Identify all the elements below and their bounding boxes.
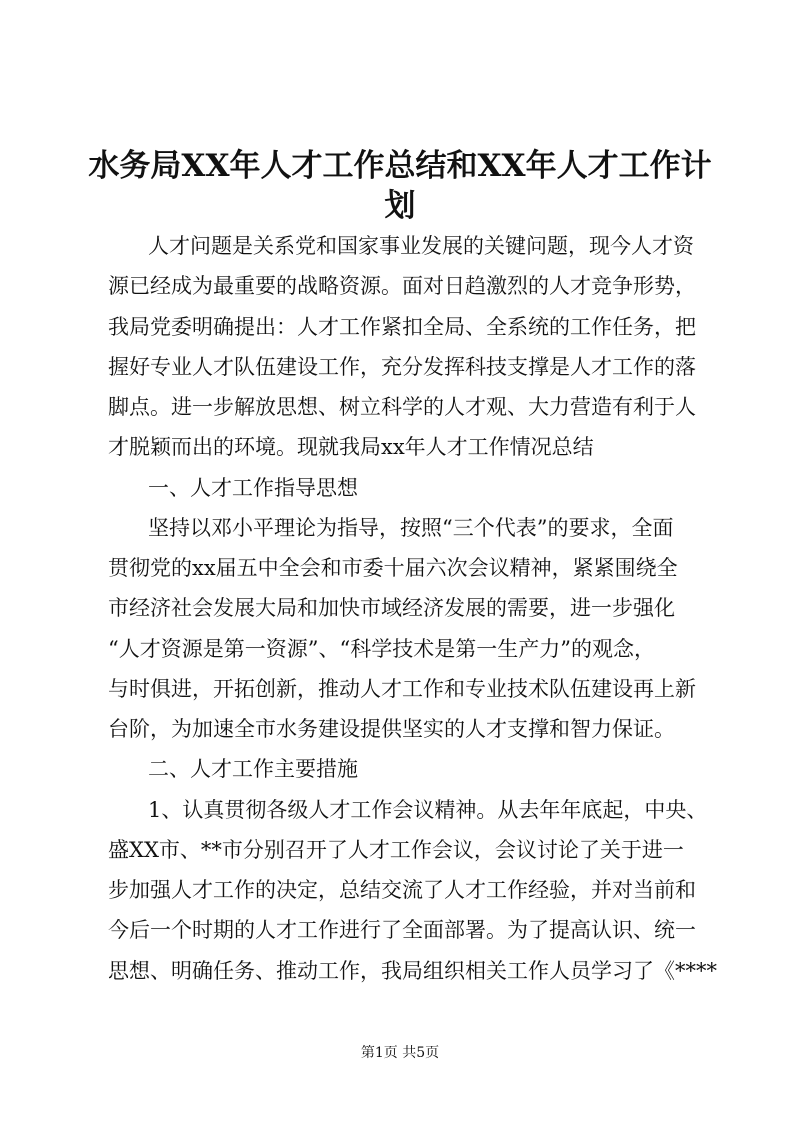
text-line: 贯彻党的xx届五中全会和市委十届六次会议精神，紧紧围绕全 — [108, 556, 678, 580]
text-line: 台阶，为加速全市水务建设提供坚实的人才支撑和智力保证。 — [108, 717, 675, 741]
text-line: 一、人才工作指导思想 — [148, 475, 358, 500]
text-line: 思想、明确任务、推动工作，我局组织相关工作人员学习了《**** — [108, 958, 717, 983]
text-line: 二、人才工作主要措施 — [148, 757, 358, 782]
text-line: 握好专业人才队伍建设工作，充分发挥科技支撑是人才工作的落 — [108, 354, 696, 379]
text-line: 才脱颖而出的环境。现就我局xx年人才工作情况总结 — [108, 435, 594, 460]
document-title — [0, 146, 800, 226]
text-line: 与时俱进，开拓创新，推动人才工作和专业技术队伍建设再上新 — [108, 676, 696, 701]
document-body — [108, 226, 720, 991]
page-footer: 第1页 共5页 — [360, 1044, 440, 1061]
title-line: 划 — [384, 188, 416, 224]
title-line: 水务局XX年人才工作总结和XX年人才工作计 — [88, 148, 712, 184]
text-line: 盛XX市、**市分别召开了人才工作会议，会议讨论了关于进一 — [108, 837, 684, 862]
text-line: 今后一个时期的人才工作进行了全面部署。为了提高认识、统一 — [108, 918, 696, 943]
text-line: 人才问题是关系党和国家事业发展的关键问题，现今人才资 — [148, 234, 694, 258]
text-line: 我局党委明确提出：人才工作紧扣全局、全系统的工作任务，把 — [108, 314, 696, 339]
text-line: 源已经成为最重要的战略资源。面对日趋激烈的人才竞争形势， — [108, 274, 696, 299]
text-line: 脚点。进一步解放思想、树立科学的人才观、大力营造有利于人 — [108, 395, 696, 419]
text-line: 步加强人才工作的决定，总结交流了人才工作经验，并对当前和 — [108, 878, 696, 902]
text-line: 1、认真贯彻各级人才工作会议精神。从去年年底起，中央、 — [148, 797, 708, 822]
text-line: “人才资源是第一资源”、“科学技术是第一生产力”的观念， — [108, 636, 655, 661]
text-line: 坚持以邓小平理论为指导，按照“三个代表”的要求，全面 — [148, 515, 674, 540]
text-line: 市经济社会发展大局和加快市域经济发展的需要，进一步强化 — [108, 596, 675, 621]
